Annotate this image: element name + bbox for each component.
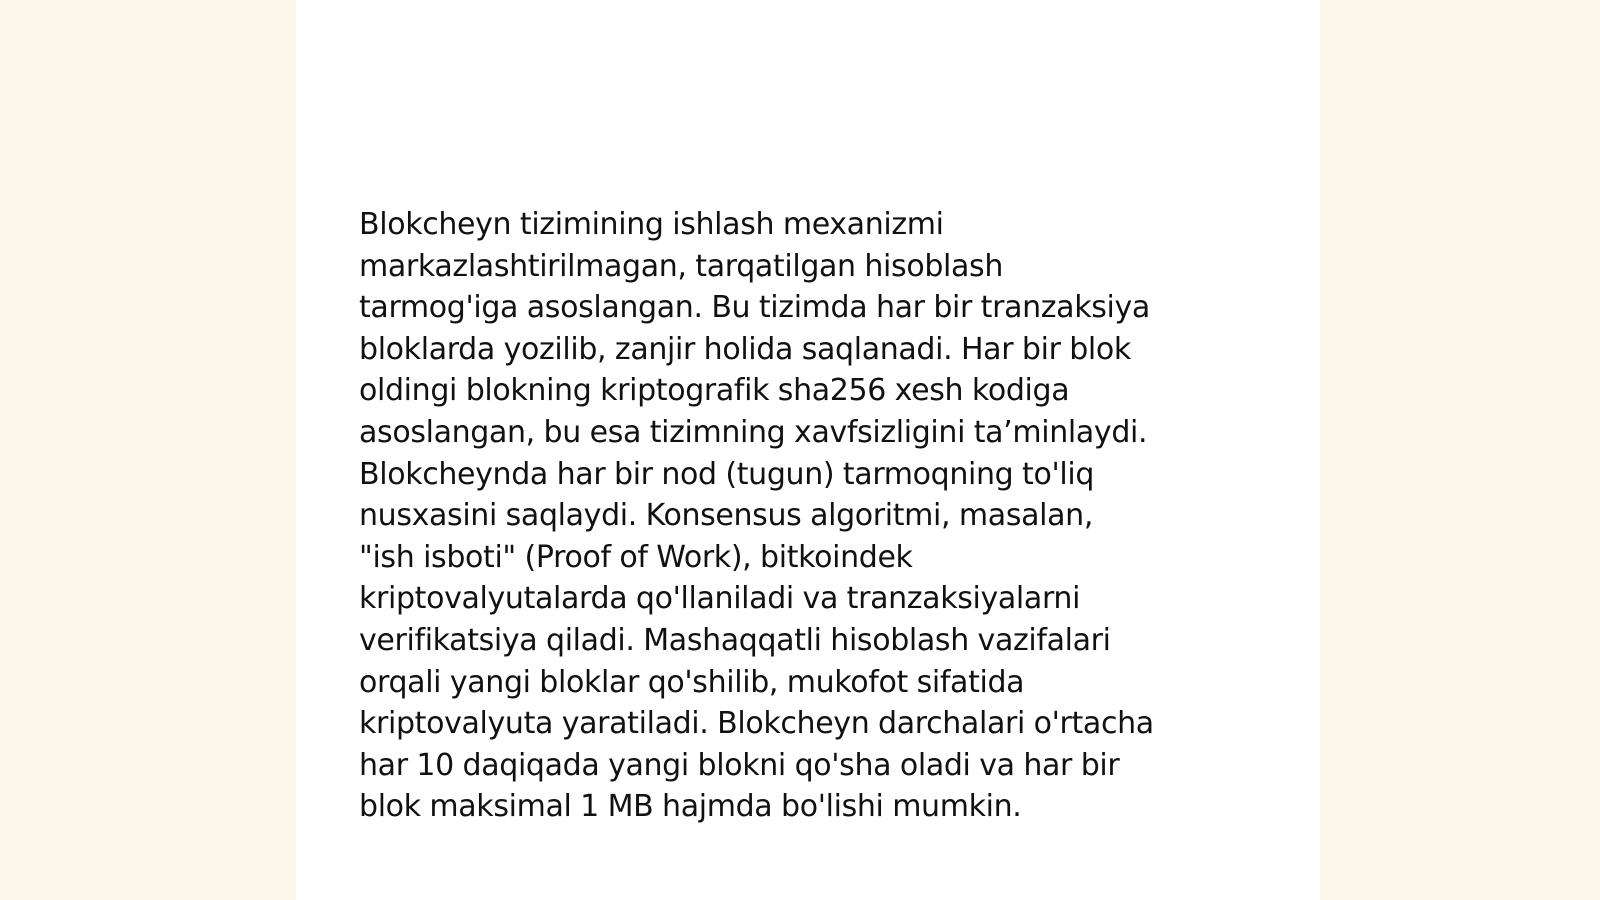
paragraph-line: har 10 daqiqada yangi blokni qo'sha oladi va har bir [359, 747, 1120, 783]
paragraph-line: bloklarda yozilib, zanjir holida saqlanadi. Har bir blok [359, 331, 1131, 367]
paragraph-line: "ish isboti" (Proof of Work), bitkoindek [359, 539, 913, 575]
body-paragraph [359, 204, 1279, 828]
paragraph-line: verifikatsiya qiladi. Mashaqqatli hisoblash vazifalari [359, 622, 1111, 658]
paragraph-line: Blokcheyn tizimining ishlash mexanizmi [359, 207, 944, 242]
paragraph-line: tarmog'iga asoslangan. Bu tizimda har bir tranzaksiya [359, 290, 1150, 326]
paragraph-line: kriptovalyuta yaratiladi. Blokcheyn darchalari o'rtacha [359, 706, 1154, 742]
paragraph-line: oldingi blokning kriptografik sha256 xesh kodiga [359, 373, 1070, 409]
paragraph-line: markazlashtirilmagan, tarqatilgan hisoblash [359, 248, 1003, 284]
paragraph-line: blok maksimal 1 MB hajmda bo'lishi mumkin. [359, 789, 1022, 825]
paragraph-line: orqali yangi bloklar qo'shilib, mukofot sifatida [359, 664, 1025, 700]
paragraph-line: nusxasini saqlaydi. Konsensus algoritmi, masalan, [359, 498, 1093, 534]
paragraph-line: asoslangan, bu esa tizimning xavfsizligini ta’minlaydi. [359, 414, 1148, 450]
document-page [296, 0, 1320, 900]
paragraph-line: kriptovalyutalarda qo'llaniladi va tranzaksiyalarni [359, 581, 1081, 617]
paragraph-line: Blokcheynda har bir nod (tugun) tarmoqning to'liq [359, 456, 1095, 492]
